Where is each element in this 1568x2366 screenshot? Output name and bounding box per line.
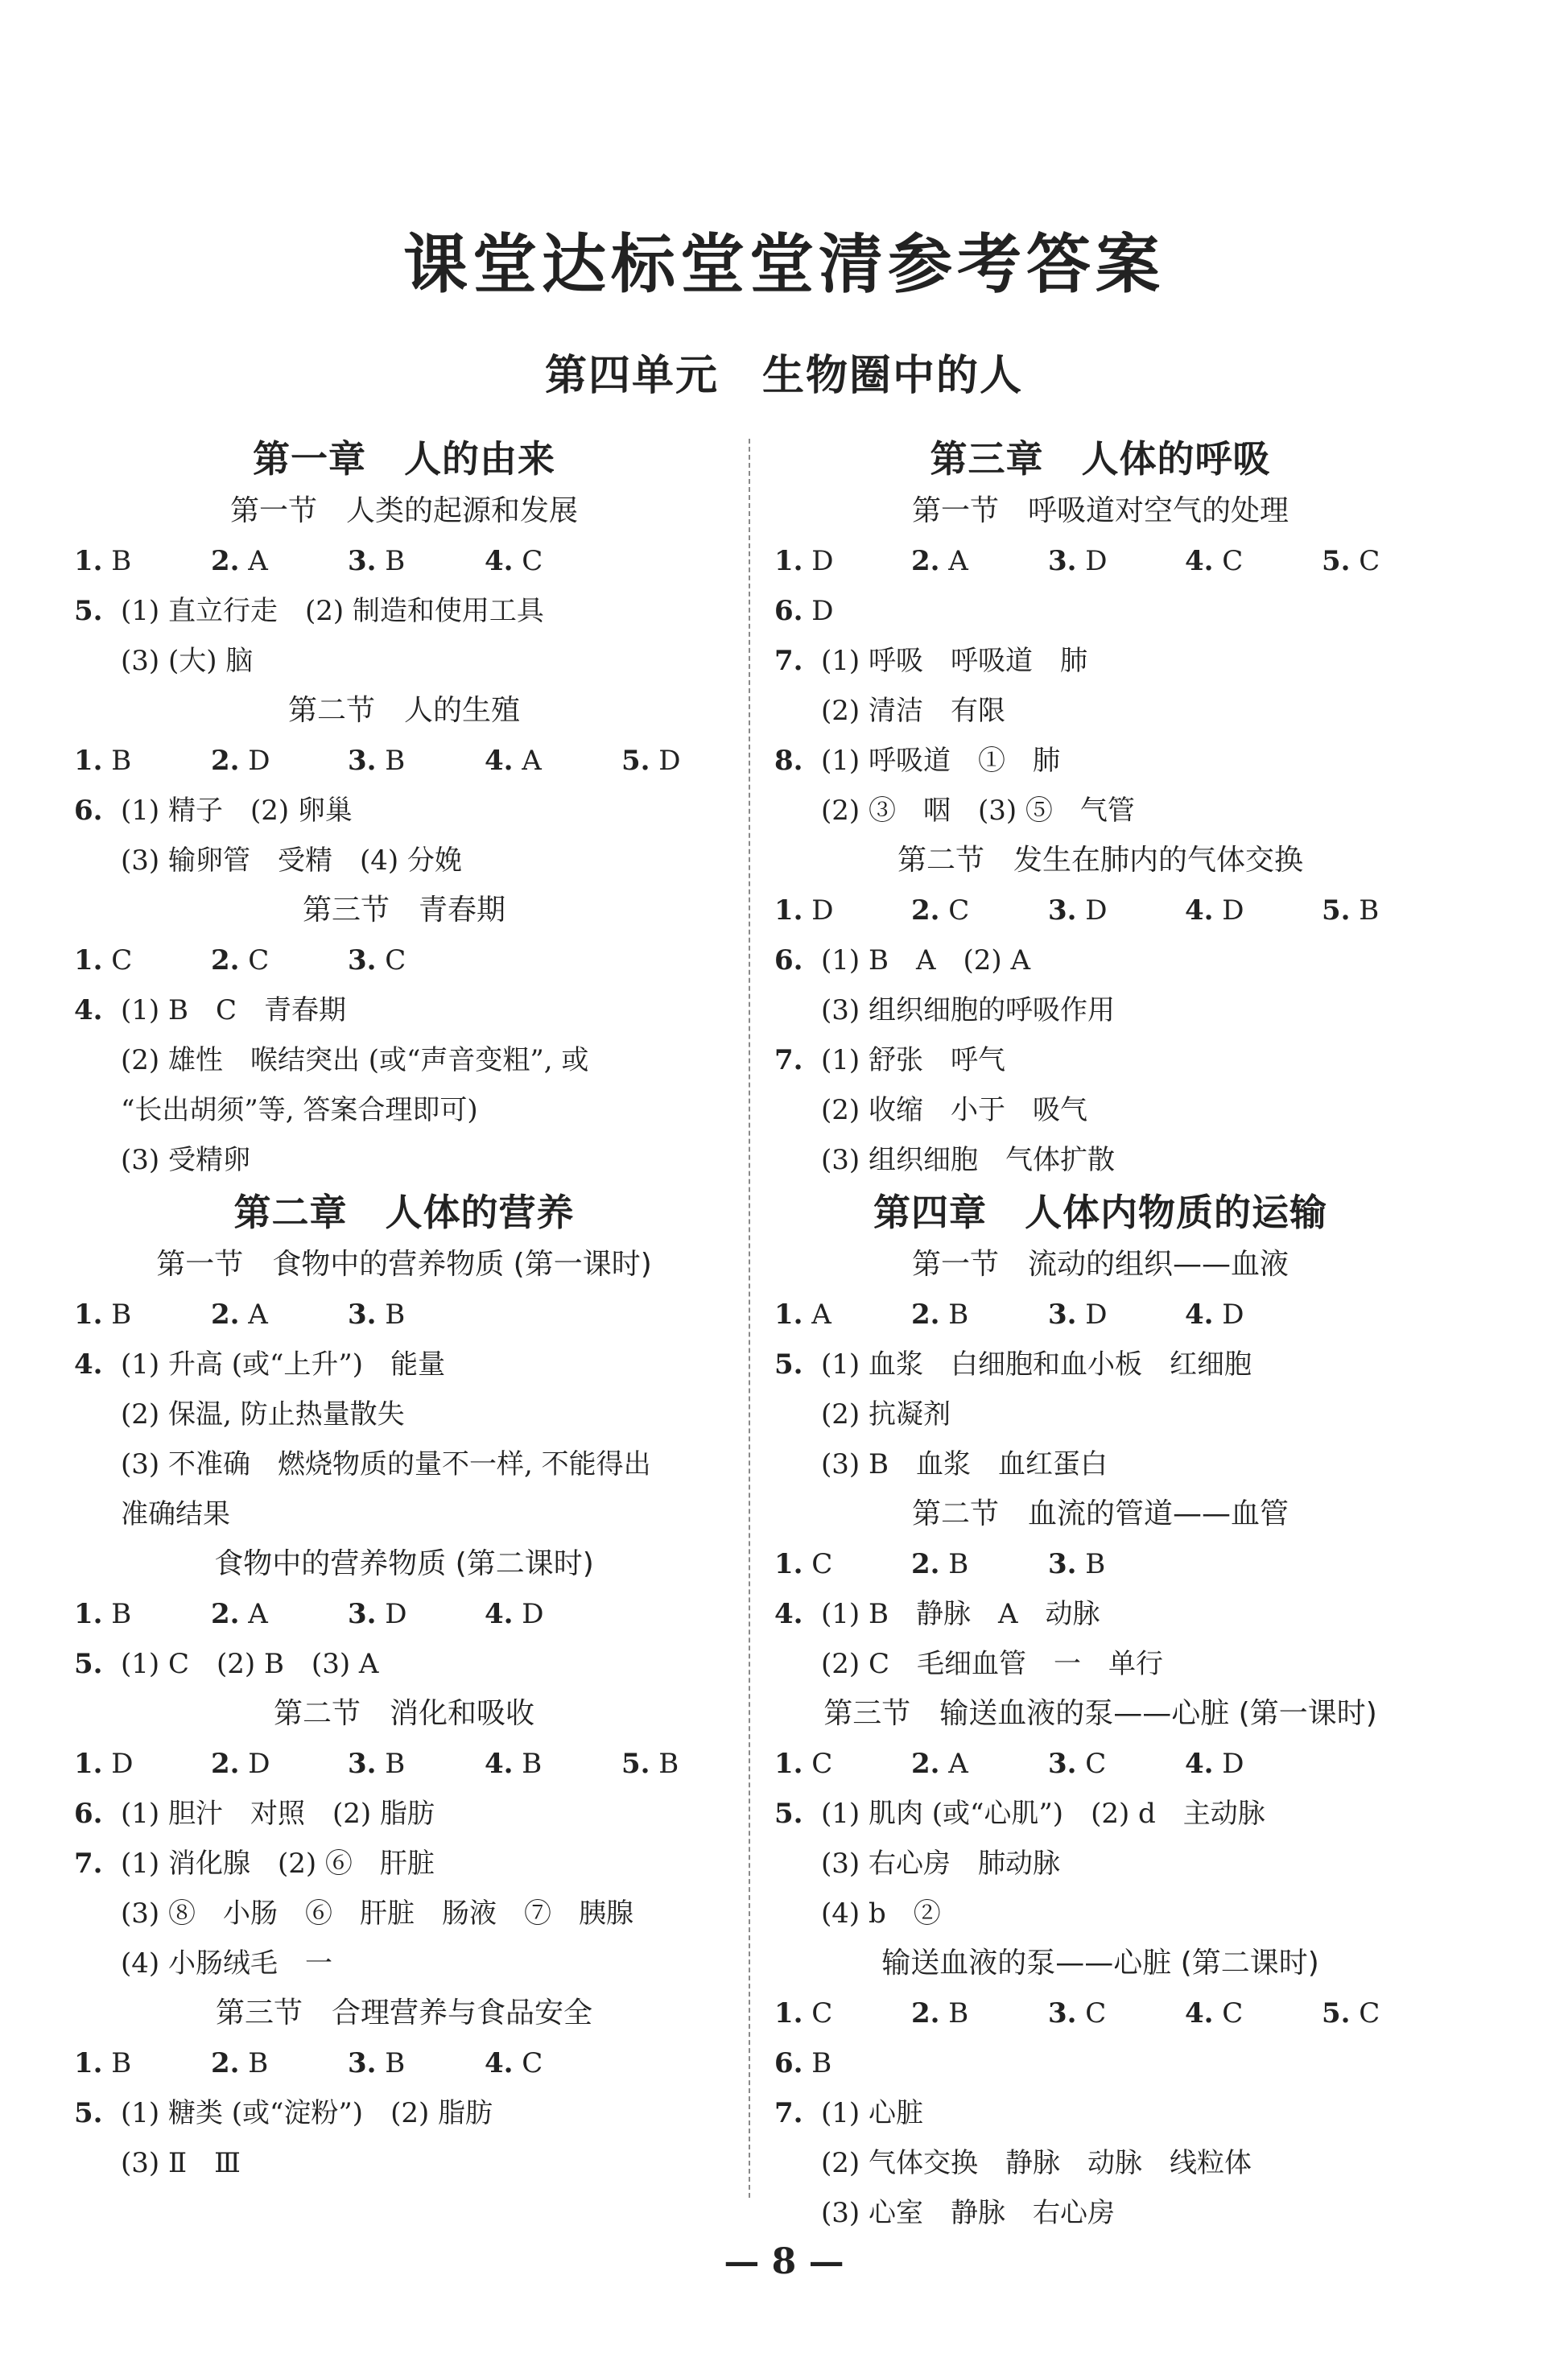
question-number: 1. (74, 1299, 103, 1331)
question-number: 1. (74, 745, 103, 777)
answer-line (774, 2088, 1426, 2138)
answer-text: (1) C (2) B (3) A (121, 1648, 379, 1680)
answer-choice: C (1213, 1997, 1244, 2029)
answer-choice: C (1350, 1997, 1380, 2029)
answer-row (774, 1988, 1426, 2038)
answer-item (74, 2038, 211, 2088)
answer-item (911, 1290, 1048, 1340)
answer-continuation: (2) C 毛细血管 一 单行 (821, 1648, 1163, 1680)
answer-choice: D (1076, 545, 1108, 577)
answer-item (74, 736, 211, 786)
answer-item (485, 536, 621, 586)
answer-row (774, 536, 1426, 586)
answer-item (1048, 1988, 1185, 2038)
answer-text: (1) B C 青春期 (121, 994, 346, 1026)
section-heading: 第三节 合理营养与食品安全 (215, 1996, 592, 2029)
question-number: 4. (485, 2047, 514, 2079)
answer-item (1185, 1988, 1322, 2038)
answer-continuation: (2) 清洁 有限 (821, 695, 1005, 727)
answer-choice: B (939, 1548, 969, 1580)
answer-choice: B (376, 745, 406, 777)
answer-item (621, 736, 758, 786)
question-number: 4. (485, 745, 514, 777)
question-number: 4. (1185, 545, 1214, 577)
answer-choice: A (239, 1598, 268, 1630)
answer-choice: D (1076, 894, 1108, 927)
question-number: 3. (1048, 1997, 1077, 2029)
answer-text: (1) 精子 (2) 卵巢 (121, 795, 353, 827)
section-heading: 第二节 血流的管道——血管 (911, 1497, 1289, 1530)
answer-item (348, 1589, 485, 1639)
answer-line (774, 1035, 1426, 1085)
answer-choice: C (1350, 545, 1380, 577)
answer-continuation: (2) ③ 咽 (3) ⑤ 气管 (821, 795, 1135, 827)
question-number: 1. (774, 1548, 803, 1580)
answer-item (911, 1539, 1048, 1589)
answer-row (74, 1290, 734, 1340)
answer-item (211, 1739, 348, 1789)
answer-choice: B (939, 1299, 969, 1331)
answer-continuation: (3) 心室 静脉 右心房 (821, 2197, 1115, 2229)
question-number: 6. (774, 2047, 803, 2079)
answer-item (211, 536, 348, 586)
answer-row (774, 586, 1426, 636)
answer-item (774, 536, 911, 586)
answer-line (774, 935, 1426, 985)
answer-item (485, 736, 621, 786)
answer-choice: C (803, 1997, 833, 2029)
answer-item (211, 736, 348, 786)
question-number: 3. (348, 1748, 377, 1780)
question-number: 5. (74, 595, 103, 627)
answer-continuation: (4) b ② (821, 1897, 941, 1930)
answer-choice: B (513, 1748, 543, 1780)
question-number: 2. (211, 2047, 240, 2079)
answer-continuation: (3) Ⅱ Ⅲ (121, 2147, 241, 2179)
answer-continuation: (2) 保温, 防止热量散失 (121, 1398, 405, 1431)
answer-item (211, 935, 348, 985)
answer-choice: B (102, 2047, 132, 2079)
question-number: 2. (911, 1997, 940, 2029)
answer-choice: A (239, 545, 268, 577)
section-heading: 第一节 呼吸道对空气的处理 (911, 494, 1289, 527)
answer-line (774, 1340, 1426, 1389)
question-number: 2. (911, 1748, 940, 1780)
answer-item (1322, 886, 1459, 935)
question-number: 3. (1048, 545, 1077, 577)
answer-choice: C (1076, 1748, 1107, 1780)
answer-choice: D (513, 1598, 544, 1630)
question-number: 7. (774, 1044, 803, 1076)
answer-choice: C (803, 1548, 833, 1580)
question-number: 4. (1185, 1997, 1214, 2029)
answer-choice: A (939, 1748, 968, 1780)
question-number: 2. (211, 944, 240, 977)
answer-item (911, 1988, 1048, 2038)
answer-choice: C (939, 894, 970, 927)
chapter-heading: 第一章 人的由来 (253, 437, 555, 481)
question-number: 1. (74, 2047, 103, 2079)
answer-text: (1) 心脏 (821, 2097, 923, 2129)
question-number: 3. (1048, 1548, 1077, 1580)
answer-continuation: “长出胡须”等, 答案合理即可) (121, 1094, 478, 1126)
answer-item (348, 1290, 485, 1340)
answer-line (74, 1839, 734, 1889)
question-number: 1. (774, 894, 803, 927)
question-number: 1. (74, 944, 103, 977)
answer-line (74, 786, 734, 836)
answer-choice: C (1076, 1997, 1107, 2029)
section-heading: 第二节 消化和吸收 (273, 1697, 534, 1730)
page-title: 课堂达标堂堂清参考答案 (403, 226, 1165, 302)
answer-text: (1) B 静脉 A 动脉 (821, 1598, 1100, 1630)
answer-choice: B (939, 1997, 969, 2029)
question-number: 4. (485, 1598, 514, 1630)
question-number: 4. (1185, 1299, 1214, 1331)
answer-item (911, 886, 1048, 935)
question-number: 7. (74, 1848, 103, 1880)
question-number: 5. (74, 2097, 103, 2129)
right-column (774, 431, 1426, 2238)
question-number: 3. (348, 545, 377, 577)
unit-title: 第四单元 生物圈中的人 (544, 351, 1023, 400)
answer-text: (1) 直立行走 (2) 制造和使用工具 (121, 595, 544, 627)
answer-line (774, 1589, 1426, 1639)
answer-item (774, 1539, 911, 1589)
answer-row (74, 1589, 734, 1639)
answer-choice: C (513, 2047, 543, 2079)
question-number: 6. (74, 795, 103, 827)
question-number: 3. (348, 1598, 377, 1630)
section-heading: 第三节 青春期 (302, 894, 505, 927)
answer-continuation: (3) 输卵管 受精 (4) 分娩 (121, 844, 462, 877)
answer-row (74, 2038, 734, 2088)
question-number: 5. (621, 1748, 650, 1780)
question-number: 4. (1185, 894, 1214, 927)
answer-row (774, 1739, 1426, 1789)
answer-choice: A (803, 1299, 831, 1331)
answer-choice: B (102, 1598, 132, 1630)
answer-row (774, 1539, 1426, 1589)
answer-choice: C (102, 944, 133, 977)
answer-choice: D (239, 1748, 270, 1780)
question-number: 2. (211, 1299, 240, 1331)
answer-row (74, 1739, 734, 1789)
answer-item (774, 886, 911, 935)
answer-text: (1) 胆汁 对照 (2) 脂肪 (121, 1798, 435, 1830)
answer-continuation: 准确结果 (121, 1498, 230, 1530)
answer-row (774, 1290, 1426, 1340)
answer-item (1185, 1290, 1322, 1340)
answer-choice: B (376, 1748, 406, 1780)
answer-choice: B (102, 1299, 132, 1331)
question-number: 6. (774, 595, 803, 627)
question-number: 1. (74, 1598, 103, 1630)
chapter-heading: 第四章 人体内物质的运输 (873, 1191, 1327, 1234)
question-number: 3. (1048, 1748, 1077, 1780)
question-number: 3. (1048, 1299, 1077, 1331)
section-heading: 第二节 人的生殖 (287, 694, 520, 727)
answer-choice: B (803, 2047, 832, 2079)
answer-item (1048, 1290, 1185, 1340)
answer-choice: B (650, 1748, 679, 1780)
answer-item (1185, 1739, 1322, 1789)
answer-item (774, 1290, 911, 1340)
answer-text: (1) 消化腺 (2) ⑥ 肝脏 (121, 1848, 435, 1880)
answer-choice: D (376, 1598, 407, 1630)
question-number: 5. (774, 1348, 803, 1381)
answer-choice: A (239, 1299, 268, 1331)
answer-choice: D (1213, 1748, 1244, 1780)
answer-row (774, 886, 1426, 935)
answer-continuation: (4) 小肠绒毛 一 (121, 1947, 332, 1980)
question-number: 5. (621, 745, 650, 777)
answer-text: (1) 肌肉 (或“心肌”) (2) d 主动脉 (821, 1798, 1265, 1830)
answer-choice: B (376, 545, 406, 577)
answer-row (774, 2038, 1426, 2088)
answer-choice: D (803, 545, 834, 577)
answer-row (74, 736, 734, 786)
answer-row (74, 935, 734, 985)
question-number: 1. (774, 1299, 803, 1331)
question-number: 5. (774, 1798, 803, 1830)
answer-item (774, 586, 911, 636)
answer-continuation: (3) 组织细胞 气体扩散 (821, 1144, 1115, 1176)
answer-item (211, 1589, 348, 1639)
answer-text: (1) 呼吸 呼吸道 肺 (821, 645, 1087, 677)
answer-item (211, 2038, 348, 2088)
answer-choice: D (102, 1748, 134, 1780)
answer-item (348, 736, 485, 786)
chapter-heading: 第二章 人体的营养 (233, 1191, 575, 1234)
question-number: 2. (211, 1748, 240, 1780)
answer-choice: B (1076, 1548, 1106, 1580)
answer-item (1322, 1988, 1459, 2038)
answer-item (485, 2038, 621, 2088)
question-number: 5. (1322, 1997, 1351, 2029)
answer-text: (1) 呼吸道 ① 肺 (821, 745, 1060, 777)
question-number: 2. (911, 1548, 940, 1580)
answer-text: (1) 舒张 呼气 (821, 1044, 1005, 1076)
answer-text: (1) 糖类 (或“淀粉”) (2) 脂肪 (121, 2097, 493, 2129)
answer-item (348, 536, 485, 586)
question-number: 5. (1322, 545, 1351, 577)
question-number: 5. (74, 1648, 103, 1680)
section-heading: 食物中的营养物质 (第二课时) (214, 1547, 594, 1580)
left-column (74, 431, 734, 2188)
answer-item (621, 1739, 758, 1789)
question-number: 8. (774, 745, 803, 777)
answer-text: (1) B A (2) A (821, 944, 1031, 977)
answer-choice: D (1076, 1299, 1108, 1331)
answer-line (74, 1789, 734, 1839)
answer-continuation: (3) (大) 脑 (121, 645, 254, 677)
question-number: 4. (485, 545, 514, 577)
answer-item (211, 1290, 348, 1340)
section-heading: 第一节 食物中的营养物质 (第一课时) (156, 1248, 652, 1281)
question-number: 1. (74, 1748, 103, 1780)
answer-item (774, 1739, 911, 1789)
question-number: 3. (348, 944, 377, 977)
answer-choice: B (376, 2047, 406, 2079)
question-number: 4. (74, 1348, 103, 1381)
question-number: 2. (911, 1299, 940, 1331)
answer-item (1185, 886, 1322, 935)
answer-row (74, 536, 734, 586)
question-number: 2. (911, 545, 940, 577)
answer-continuation: (3) ⑧ 小肠 ⑥ 肝脏 肠液 ⑦ 胰腺 (121, 1897, 633, 1930)
question-number: 4. (485, 1748, 514, 1780)
section-heading: 第一节 人类的起源和发展 (229, 494, 578, 527)
answer-continuation: (3) 组织细胞的呼吸作用 (821, 994, 1115, 1026)
question-number: 3. (348, 1299, 377, 1331)
answer-item (74, 1290, 211, 1340)
answer-continuation: (3) 右心房 肺动脉 (821, 1848, 1060, 1880)
question-number: 4. (774, 1598, 803, 1630)
question-number: 6. (74, 1798, 103, 1830)
answer-item (348, 2038, 485, 2088)
answer-choice: B (102, 745, 132, 777)
question-number: 2. (211, 1598, 240, 1630)
answer-choice: D (803, 595, 834, 627)
answer-item (1048, 1739, 1185, 1789)
answer-line (74, 2088, 734, 2138)
answer-item (911, 1739, 1048, 1789)
answer-choice: B (239, 2047, 269, 2079)
answer-choice: D (1213, 894, 1244, 927)
question-number: 2. (211, 545, 240, 577)
answer-line (74, 985, 734, 1035)
answer-continuation: (2) 雄性 喉结突出 (或“声音变粗”, 或 (121, 1044, 589, 1076)
section-heading: 第一节 流动的组织——血液 (911, 1248, 1289, 1281)
question-number: 7. (774, 645, 803, 677)
answer-item (74, 1739, 211, 1789)
answer-choice: C (1213, 545, 1244, 577)
answer-choice: D (239, 745, 270, 777)
answer-choice: D (650, 745, 681, 777)
answer-continuation: (3) 不准确 燃烧物质的量不一样, 不能得出 (121, 1448, 651, 1480)
answer-item (485, 1739, 621, 1789)
column-divider (749, 439, 750, 2198)
answer-item (1322, 536, 1459, 586)
answer-item (74, 935, 211, 985)
answer-item (348, 1739, 485, 1789)
answer-choice: C (803, 1748, 833, 1780)
answer-continuation: (2) 气体交换 静脉 动脉 线粒体 (821, 2147, 1252, 2179)
question-number: 1. (74, 545, 103, 577)
answer-item (1048, 1539, 1185, 1589)
answer-line (74, 586, 734, 636)
answer-line (74, 1639, 734, 1689)
answer-item (74, 1589, 211, 1639)
answer-choice: B (376, 1299, 406, 1331)
answer-item (911, 536, 1048, 586)
question-number: 2. (911, 894, 940, 927)
section-heading: 输送血液的泵——心脏 (第二课时) (881, 1947, 1319, 1980)
page-number: — 8 — (724, 2241, 844, 2282)
question-number: 1. (774, 545, 803, 577)
answer-item (485, 1589, 621, 1639)
answer-choice: C (376, 944, 406, 977)
answer-item (74, 536, 211, 586)
section-heading: 第二节 发生在肺内的气体交换 (897, 844, 1303, 877)
answer-choice: C (239, 944, 270, 977)
answer-item (774, 2038, 911, 2088)
answer-item (348, 935, 485, 985)
answer-choice: A (513, 745, 542, 777)
question-number: 4. (1185, 1748, 1214, 1780)
answer-choice: B (1350, 894, 1380, 927)
answer-choice: D (1213, 1299, 1244, 1331)
answer-continuation: (2) 收缩 小于 吸气 (821, 1094, 1087, 1126)
answer-item (1048, 536, 1185, 586)
answer-line (774, 736, 1426, 786)
answer-continuation: (3) B 血浆 血红蛋白 (821, 1448, 1108, 1480)
answer-continuation: (3) 受精卵 (121, 1144, 250, 1176)
answer-item (1048, 886, 1185, 935)
answer-choice: C (513, 545, 543, 577)
answer-line (774, 1789, 1426, 1839)
answer-item (1185, 536, 1322, 586)
question-number: 1. (774, 1997, 803, 2029)
question-number: 6. (774, 944, 803, 977)
answer-continuation: (2) 抗凝剂 (821, 1398, 951, 1431)
answer-line (74, 1340, 734, 1389)
question-number: 3. (348, 2047, 377, 2079)
answer-text: (1) 升高 (或“上升”) 能量 (121, 1348, 446, 1381)
question-number: 3. (1048, 894, 1077, 927)
section-heading: 第三节 输送血液的泵——心脏 (第一课时) (823, 1697, 1377, 1730)
answer-choice: A (939, 545, 968, 577)
chapter-heading: 第三章 人体的呼吸 (930, 437, 1271, 481)
question-number: 4. (74, 994, 103, 1026)
answer-item (774, 1988, 911, 2038)
question-number: 3. (348, 745, 377, 777)
question-number: 1. (774, 1748, 803, 1780)
question-number: 5. (1322, 894, 1351, 927)
question-number: 7. (774, 2097, 803, 2129)
answer-text: (1) 血浆 白细胞和血小板 红细胞 (821, 1348, 1252, 1381)
question-number: 2. (211, 745, 240, 777)
answer-choice: B (102, 545, 132, 577)
answer-choice: D (803, 894, 834, 927)
answer-line (774, 636, 1426, 686)
